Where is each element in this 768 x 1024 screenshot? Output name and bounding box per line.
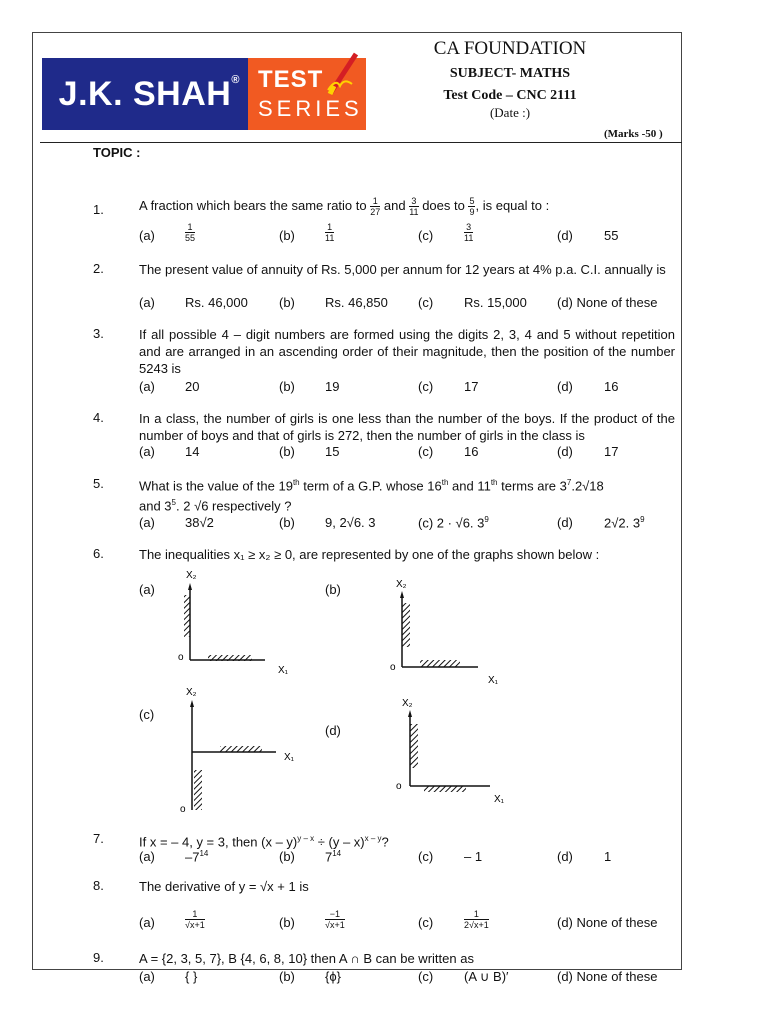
option-value: $\frac{1}{2√x+1}$ bbox=[464, 909, 489, 930]
graph-label-a: (a) bbox=[139, 582, 155, 597]
svg-text:X₂: X₂ bbox=[186, 687, 197, 698]
option-value: 2√2. $3^9$ bbox=[604, 515, 645, 531]
option-label: (d) bbox=[557, 849, 573, 864]
graph-label-c: (c) bbox=[139, 707, 155, 722]
option-value: $\frac{1}{√x+1}$ bbox=[185, 909, 205, 930]
option-label: (a) bbox=[139, 515, 155, 530]
logo-brand-right bbox=[248, 58, 366, 130]
question-number: 2. bbox=[93, 261, 104, 276]
option-value: {ϕ} bbox=[325, 969, 341, 984]
date-label: (Date :) bbox=[489, 105, 531, 120]
svg-text:X₂: X₂ bbox=[186, 570, 197, 581]
option-label: (b) bbox=[279, 228, 295, 243]
option-value: 15 bbox=[325, 444, 340, 459]
option-label: (c) bbox=[418, 849, 434, 864]
option-value: $\frac{-1}{√x+1}$ bbox=[325, 909, 345, 930]
option-label: (d) bbox=[557, 515, 573, 530]
question-text: If x = – 4, y = 3, then (x – y)$^{y - x}$ ÷ (y – x)$^{x - y}$? bbox=[139, 834, 389, 850]
option-label: (d) None of these bbox=[557, 969, 658, 984]
logo-series-text: SERIES bbox=[258, 96, 363, 121]
question-text: A = {2, 3, 5, 7}, B {4, 6, 8, 10} then A ∩ B can be written as bbox=[139, 951, 474, 966]
option-value: 14 bbox=[185, 444, 200, 459]
option-value: (A ∪ B)′ bbox=[464, 969, 509, 984]
option-label: (d) None of these bbox=[557, 915, 658, 930]
question-number: 3. bbox=[93, 326, 104, 341]
option-label: (a) bbox=[139, 915, 155, 930]
option-label: (a) bbox=[139, 295, 155, 310]
logo-test-text: TEST bbox=[258, 66, 324, 93]
logo-registered-mark: ® bbox=[231, 74, 240, 86]
svg-text:X₁: X₁ bbox=[284, 752, 295, 763]
question-number: 1. bbox=[93, 202, 104, 217]
option-value: 19 bbox=[325, 379, 340, 394]
svg-text:X₁: X₁ bbox=[278, 665, 289, 676]
option-label: (a) bbox=[139, 444, 155, 459]
option-label: (c) bbox=[418, 969, 434, 984]
option-label: (d) None of these bbox=[557, 295, 658, 310]
option-label: (d) bbox=[557, 228, 573, 243]
option-label: (b) bbox=[279, 444, 295, 459]
option-label: (b) bbox=[279, 515, 295, 530]
option-value: { } bbox=[185, 969, 198, 984]
option-value: 1 bbox=[604, 849, 612, 864]
marks-label: (Marks -50 ) bbox=[604, 128, 663, 140]
option-value: 17 bbox=[464, 379, 479, 394]
svg-text:X₂: X₂ bbox=[402, 698, 413, 709]
option-value: Rs. 46,850 bbox=[325, 295, 388, 310]
option-value: $-7^{14}$ bbox=[185, 849, 209, 865]
svg-text:X₂: X₂ bbox=[396, 579, 407, 590]
pencil-icon bbox=[326, 48, 362, 98]
option-label: (c) bbox=[418, 915, 434, 930]
option-value: 55 bbox=[604, 228, 619, 243]
option-value: 9, 2√6. 3 bbox=[325, 515, 376, 530]
option-label: (b) bbox=[279, 295, 295, 310]
header-rule bbox=[40, 142, 682, 143]
option-label: (d) bbox=[557, 379, 573, 394]
logo-brand-left bbox=[42, 58, 248, 130]
svg-text:X₁: X₁ bbox=[494, 794, 505, 805]
jk-shah-logo bbox=[42, 58, 366, 130]
exam-title: CA FOUNDATION bbox=[433, 38, 587, 59]
graph-label-b: (b) bbox=[325, 582, 341, 597]
question-text: The inequalities x₁ ≥ x₂ ≥ 0, are represented by one of the graphs shown below : bbox=[139, 547, 600, 562]
option-label: (d) bbox=[557, 444, 573, 459]
graph-label-d: (d) bbox=[325, 723, 341, 738]
option-label: (a) bbox=[139, 379, 155, 394]
topic-label: TOPIC : bbox=[93, 145, 141, 160]
option-label: (c) bbox=[418, 444, 434, 459]
graph-c bbox=[176, 682, 306, 814]
option-value: 16 bbox=[604, 379, 619, 394]
option-value: – 1 bbox=[464, 849, 483, 864]
question-text: The derivative of y = √x + 1 is bbox=[139, 879, 309, 894]
subject-label: SUBJECT- MATHS bbox=[449, 66, 571, 81]
svg-text:o: o bbox=[396, 781, 402, 792]
option-label: (c) bbox=[418, 228, 434, 243]
graph-a bbox=[170, 565, 289, 676]
option-value: Rs. 46,000 bbox=[185, 295, 248, 310]
option-label: (b) bbox=[279, 969, 295, 984]
option-value: 16 bbox=[464, 444, 479, 459]
option-label: (c) bbox=[418, 379, 434, 394]
option-value: $\frac{3}{11}$ bbox=[464, 222, 474, 243]
option-value: 17 bbox=[604, 444, 619, 459]
option-value: $\frac{1}{11}$ bbox=[325, 222, 335, 243]
test-code: Test Code – CNC 2111 bbox=[443, 88, 577, 103]
question-text: The present value of annuity of Rs. 5,000 per annum for 12 years at 4% p.a. C.I. annually is bbox=[139, 262, 666, 277]
option-label: (a) bbox=[139, 228, 155, 243]
option-value: Rs. 15,000 bbox=[464, 295, 527, 310]
question-number: 7. bbox=[93, 831, 104, 846]
svg-text:X₁: X₁ bbox=[488, 675, 499, 686]
question-number: 6. bbox=[93, 546, 104, 561]
graph-d bbox=[392, 692, 517, 807]
option-value: $7^{14}$ bbox=[325, 849, 342, 865]
option-label: (b) bbox=[279, 379, 295, 394]
option-label: (b) bbox=[279, 915, 295, 930]
question-text: A fraction which bears the same ratio to $\frac{1}{27}$ and $\frac{3}{11}$ does to $\frac{5}{9}$ , is equal to : bbox=[139, 196, 550, 217]
option-label: (b) bbox=[279, 849, 295, 864]
option-value: 20 bbox=[185, 379, 200, 394]
option-value: $\frac{1}{55}$ bbox=[185, 222, 196, 243]
svg-text:o: o bbox=[180, 804, 186, 815]
option-value: (c) 2 · √6. $3^9$ bbox=[418, 515, 489, 531]
question-text: If all possible 4 – digit numbers are formed using the digits 2, 3, 4 and 5 without repetition and are arranged in an ascending order of their magnitude, then the position of the number 5243 is bbox=[139, 327, 675, 376]
option-label: (a) bbox=[139, 849, 155, 864]
logo-brand-text: J.K. SHAH bbox=[58, 74, 232, 113]
svg-text:o: o bbox=[178, 652, 184, 663]
question-text: What is the value of the 19th term of a G.P. whose 16th and 11th terms are $3^7.2√18$ and $3^5$. 2 √6 respectively ? bbox=[139, 478, 604, 514]
question-number: 9. bbox=[93, 950, 104, 965]
option-value: 38√2 bbox=[185, 515, 214, 530]
question-number: 8. bbox=[93, 878, 104, 893]
question-text: In a class, the number of girls is one less than the number of the boys. If the product of the number of boys and that of girls is 272, then the number of girls in the class is bbox=[139, 411, 675, 443]
question-number: 4. bbox=[93, 410, 104, 425]
question-number: 5. bbox=[93, 476, 104, 491]
svg-text:o: o bbox=[390, 662, 396, 673]
graph-b bbox=[388, 575, 508, 690]
option-label: (a) bbox=[139, 969, 155, 984]
option-label: (c) bbox=[418, 295, 434, 310]
